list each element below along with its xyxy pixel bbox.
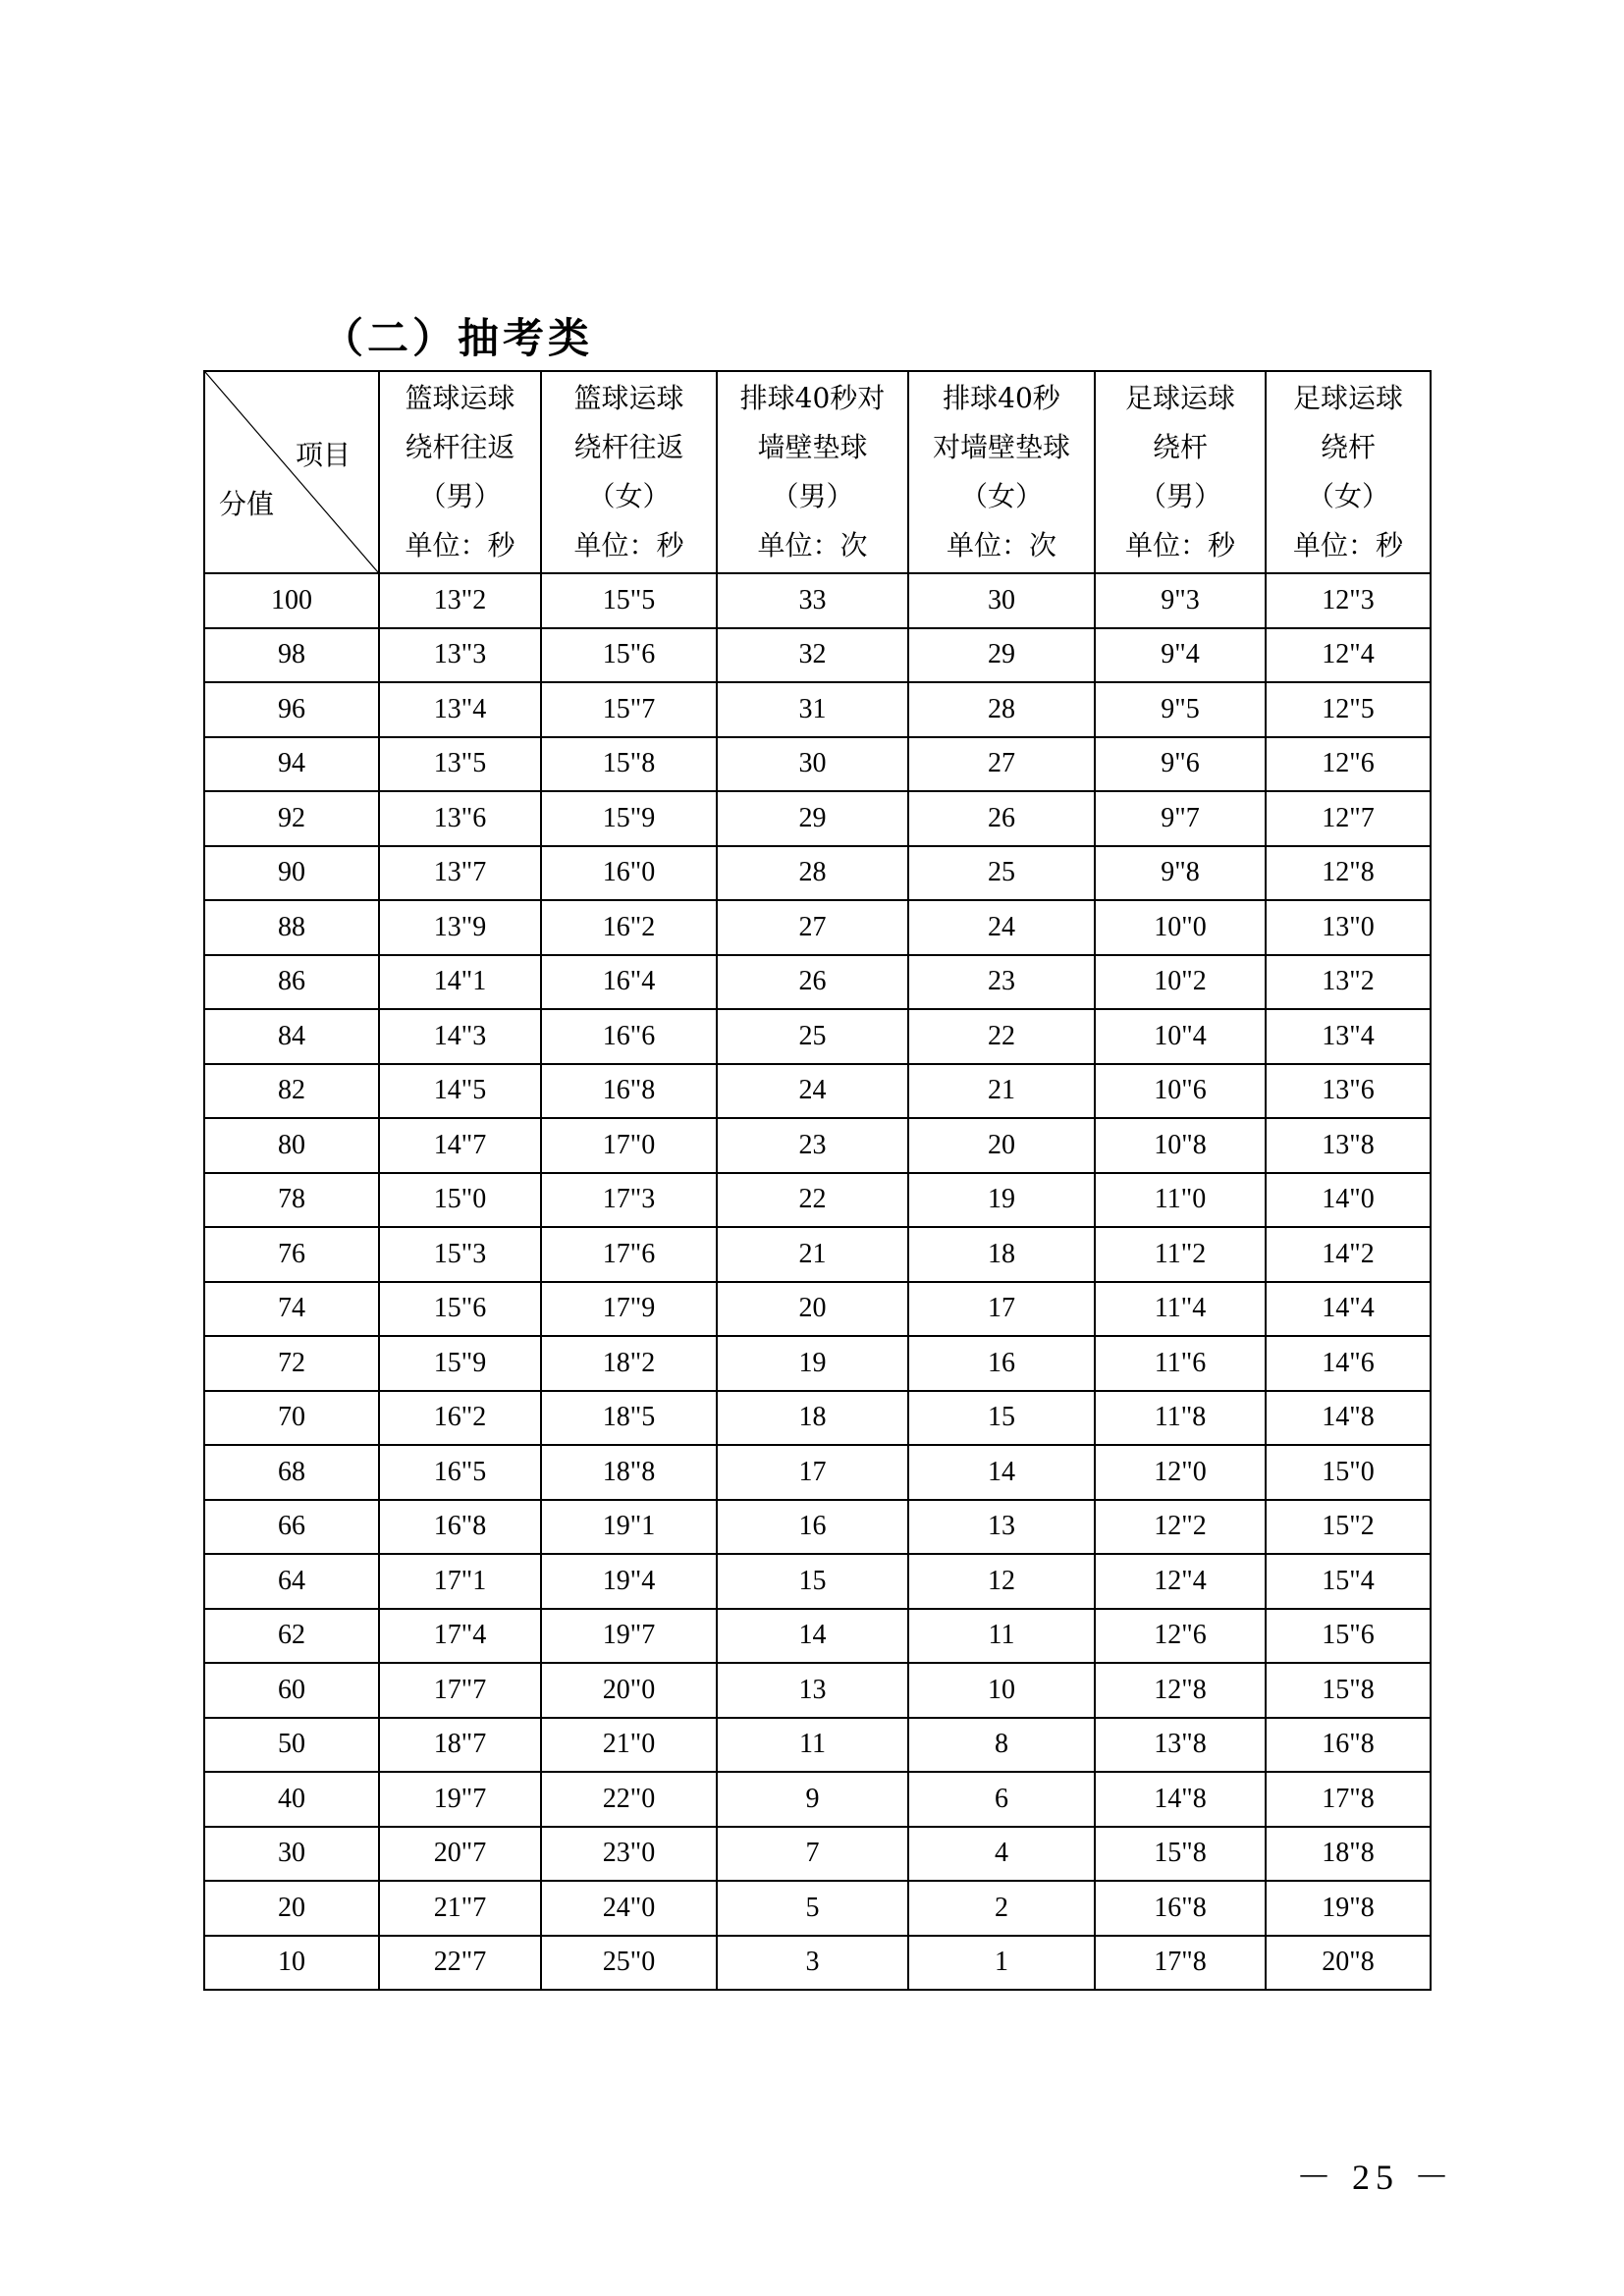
value-cell: 10 <box>908 1663 1095 1718</box>
value-cell: 14 <box>908 1445 1095 1500</box>
value-cell: 14"2 <box>1266 1227 1431 1282</box>
value-cell: 17"0 <box>541 1118 717 1173</box>
value-cell: 19"7 <box>379 1772 541 1827</box>
score-cell: 96 <box>204 682 379 737</box>
value-cell: 16 <box>717 1500 908 1555</box>
value-cell: 22"0 <box>541 1772 717 1827</box>
value-cell: 18"8 <box>1266 1827 1431 1882</box>
score-cell: 76 <box>204 1227 379 1282</box>
value-cell: 27 <box>717 900 908 955</box>
value-cell: 12"6 <box>1095 1609 1266 1664</box>
value-cell: 20"8 <box>1266 1936 1431 1991</box>
value-cell: 13"6 <box>1266 1064 1431 1119</box>
table-row <box>204 1173 1431 1228</box>
value-cell: 10"2 <box>1095 955 1266 1010</box>
score-cell: 60 <box>204 1663 379 1718</box>
value-cell: 11"4 <box>1095 1282 1266 1337</box>
score-cell: 50 <box>204 1718 379 1773</box>
value-cell: 16"8 <box>541 1064 717 1119</box>
value-cell: 17"7 <box>379 1663 541 1718</box>
value-cell: 2 <box>908 1881 1095 1936</box>
value-cell: 23 <box>908 955 1095 1010</box>
value-cell: 10"4 <box>1095 1009 1266 1064</box>
column-header-line: 墙壁垫球 <box>757 431 868 463</box>
value-cell: 28 <box>717 846 908 901</box>
value-cell: 17"3 <box>541 1173 717 1228</box>
value-cell: 15"6 <box>541 628 717 683</box>
value-cell: 15"9 <box>541 791 717 846</box>
table-row <box>204 737 1431 792</box>
value-cell: 13"9 <box>379 900 541 955</box>
column-header-line: 绕杆 <box>1152 431 1208 463</box>
value-cell: 15"8 <box>1266 1663 1431 1718</box>
value-cell: 33 <box>717 573 908 628</box>
column-header-line: 绕杆 <box>1320 431 1376 463</box>
value-cell: 17"9 <box>541 1282 717 1337</box>
value-cell: 11"0 <box>1095 1173 1266 1228</box>
value-cell: 11 <box>908 1609 1095 1664</box>
value-cell: 12"8 <box>1266 846 1431 901</box>
value-cell: 29 <box>717 791 908 846</box>
column-header-line: 单位：秒 <box>573 529 684 561</box>
value-cell: 15"8 <box>541 737 717 792</box>
value-cell: 18"7 <box>379 1718 541 1773</box>
value-cell: 12"4 <box>1266 628 1431 683</box>
value-cell: 17"8 <box>1095 1936 1266 1991</box>
score-cell: 84 <box>204 1009 379 1064</box>
table-row <box>204 1445 1431 1500</box>
value-cell: 14"6 <box>1266 1336 1431 1391</box>
value-cell: 21 <box>717 1227 908 1282</box>
value-cell: 10"0 <box>1095 900 1266 955</box>
value-cell: 13 <box>717 1663 908 1718</box>
value-cell: 14"0 <box>1266 1173 1431 1228</box>
value-cell: 16"6 <box>541 1009 717 1064</box>
table-row <box>204 628 1431 683</box>
diagonal-line <box>205 372 378 572</box>
score-cell: 92 <box>204 791 379 846</box>
column-header <box>541 371 717 573</box>
score-cell: 78 <box>204 1173 379 1228</box>
value-cell: 23 <box>717 1118 908 1173</box>
score-cell: 98 <box>204 628 379 683</box>
value-cell: 27 <box>908 737 1095 792</box>
value-cell: 17"1 <box>379 1554 541 1609</box>
value-cell: 17"4 <box>379 1609 541 1664</box>
value-cell: 19"4 <box>541 1554 717 1609</box>
column-header-line: 绕杆往返 <box>405 431 515 463</box>
column-header <box>908 371 1095 573</box>
value-cell: 8 <box>908 1718 1095 1773</box>
value-cell: 25 <box>908 846 1095 901</box>
value-cell: 9"4 <box>1095 628 1266 683</box>
value-cell: 20"0 <box>541 1663 717 1718</box>
value-cell: 26 <box>717 955 908 1010</box>
value-cell: 24 <box>717 1064 908 1119</box>
value-cell: 16"4 <box>541 955 717 1010</box>
value-cell: 11"6 <box>1095 1336 1266 1391</box>
value-cell: 25"0 <box>541 1936 717 1991</box>
value-cell: 20"7 <box>379 1827 541 1882</box>
table-row <box>204 1118 1431 1173</box>
column-header <box>1095 371 1266 573</box>
value-cell: 13"2 <box>379 573 541 628</box>
score-cell: 66 <box>204 1500 379 1555</box>
value-cell: 12"4 <box>1095 1554 1266 1609</box>
value-cell: 19"8 <box>1266 1881 1431 1936</box>
value-cell: 14"4 <box>1266 1282 1431 1337</box>
value-cell: 16"8 <box>379 1500 541 1555</box>
value-cell: 29 <box>908 628 1095 683</box>
column-header <box>717 371 908 573</box>
score-cell: 82 <box>204 1064 379 1119</box>
column-header-line: 对墙壁垫球 <box>932 431 1070 463</box>
value-cell: 15 <box>717 1554 908 1609</box>
value-cell: 17 <box>908 1282 1095 1337</box>
value-cell: 14"8 <box>1095 1772 1266 1827</box>
score-cell: 30 <box>204 1827 379 1882</box>
score-cell: 80 <box>204 1118 379 1173</box>
corner-label-item: 项目 <box>295 439 351 471</box>
value-cell: 12"5 <box>1266 682 1431 737</box>
table-row <box>204 1881 1431 1936</box>
value-cell: 11"8 <box>1095 1391 1266 1446</box>
table-row <box>204 1064 1431 1119</box>
column-header-line: 单位：次 <box>757 529 868 561</box>
value-cell: 6 <box>908 1772 1095 1827</box>
value-cell: 11 <box>717 1718 908 1773</box>
table-row <box>204 682 1431 737</box>
table-row <box>204 955 1431 1010</box>
value-cell: 12 <box>908 1554 1095 1609</box>
value-cell: 15 <box>908 1391 1095 1446</box>
value-cell: 12"0 <box>1095 1445 1266 1500</box>
value-cell: 12"2 <box>1095 1500 1266 1555</box>
value-cell: 15"7 <box>541 682 717 737</box>
score-cell: 94 <box>204 737 379 792</box>
column-header-line: （女） <box>1306 480 1389 512</box>
value-cell: 10"8 <box>1095 1118 1266 1173</box>
table-row <box>204 1282 1431 1337</box>
value-cell: 12"8 <box>1095 1663 1266 1718</box>
value-cell: 17"6 <box>541 1227 717 1282</box>
section-title: （二）抽考类 <box>322 314 594 362</box>
value-cell: 13"4 <box>1266 1009 1431 1064</box>
table-row <box>204 573 1431 628</box>
table-row <box>204 900 1431 955</box>
value-cell: 13"0 <box>1266 900 1431 955</box>
table-row <box>204 1772 1431 1827</box>
value-cell: 30 <box>908 573 1095 628</box>
column-header <box>1266 371 1431 573</box>
value-cell: 15"0 <box>379 1173 541 1228</box>
value-cell: 16"2 <box>541 900 717 955</box>
value-cell: 18"8 <box>541 1445 717 1500</box>
value-cell: 13"7 <box>379 846 541 901</box>
column-header <box>379 371 541 573</box>
table-row <box>204 1609 1431 1664</box>
value-cell: 7 <box>717 1827 908 1882</box>
page-number: － 25 － <box>1296 2158 1456 2197</box>
value-cell: 16"0 <box>541 846 717 901</box>
value-cell: 9"3 <box>1095 573 1266 628</box>
value-cell: 14"8 <box>1266 1391 1431 1446</box>
table-row <box>204 1227 1431 1282</box>
value-cell: 15"6 <box>1266 1609 1431 1664</box>
value-cell: 15"0 <box>1266 1445 1431 1500</box>
value-cell: 13"4 <box>379 682 541 737</box>
column-header-line: 单位：秒 <box>1292 529 1403 561</box>
column-header-line: 单位：秒 <box>1124 529 1235 561</box>
table-row <box>204 1336 1431 1391</box>
table-row <box>204 1554 1431 1609</box>
value-cell: 14"3 <box>379 1009 541 1064</box>
column-header-line: 排球40秒对 <box>739 382 886 414</box>
value-cell: 18"5 <box>541 1391 717 1446</box>
value-cell: 24"0 <box>541 1881 717 1936</box>
value-cell: 3 <box>717 1936 908 1991</box>
value-cell: 12"6 <box>1266 737 1431 792</box>
column-header-line: （男） <box>418 480 502 512</box>
value-cell: 23"0 <box>541 1827 717 1882</box>
score-cell: 90 <box>204 846 379 901</box>
table-row <box>204 1391 1431 1446</box>
value-cell: 11"2 <box>1095 1227 1266 1282</box>
score-cell: 86 <box>204 955 379 1010</box>
value-cell: 4 <box>908 1827 1095 1882</box>
value-cell: 1 <box>908 1936 1095 1991</box>
value-cell: 19 <box>908 1173 1095 1228</box>
value-cell: 9"7 <box>1095 791 1266 846</box>
value-cell: 14"7 <box>379 1118 541 1173</box>
value-cell: 12"3 <box>1266 573 1431 628</box>
value-cell: 13"8 <box>1266 1118 1431 1173</box>
corner-cell <box>204 371 379 573</box>
value-cell: 14"5 <box>379 1064 541 1119</box>
column-header-line: 单位：秒 <box>405 529 515 561</box>
value-cell: 15"3 <box>379 1227 541 1282</box>
score-cell: 10 <box>204 1936 379 1991</box>
value-cell: 32 <box>717 628 908 683</box>
column-header-line: 篮球运球 <box>405 382 515 414</box>
value-cell: 15"5 <box>541 573 717 628</box>
value-cell: 15"9 <box>379 1336 541 1391</box>
value-cell: 5 <box>717 1881 908 1936</box>
value-cell: 15"4 <box>1266 1554 1431 1609</box>
table-row <box>204 1663 1431 1718</box>
score-cell: 64 <box>204 1554 379 1609</box>
value-cell: 18 <box>908 1227 1095 1282</box>
score-table <box>203 370 1432 1991</box>
column-header-line: 篮球运球 <box>573 382 684 414</box>
score-cell: 88 <box>204 900 379 955</box>
value-cell: 16"8 <box>1266 1718 1431 1773</box>
column-header-line: 足球运球 <box>1292 382 1403 414</box>
score-cell: 74 <box>204 1282 379 1337</box>
value-cell: 26 <box>908 791 1095 846</box>
value-cell: 15"2 <box>1266 1500 1431 1555</box>
value-cell: 13"3 <box>379 628 541 683</box>
value-cell: 22 <box>717 1173 908 1228</box>
column-header-line: （男） <box>771 480 854 512</box>
value-cell: 21"0 <box>541 1718 717 1773</box>
score-cell: 20 <box>204 1881 379 1936</box>
value-cell: 15"6 <box>379 1282 541 1337</box>
value-cell: 12"7 <box>1266 791 1431 846</box>
value-cell: 13"2 <box>1266 955 1431 1010</box>
value-cell: 14"1 <box>379 955 541 1010</box>
column-header-line: （女） <box>959 480 1043 512</box>
column-header-line: （男） <box>1138 480 1221 512</box>
table-row <box>204 1718 1431 1773</box>
value-cell: 18 <box>717 1391 908 1446</box>
value-cell: 21"7 <box>379 1881 541 1936</box>
value-cell: 13"6 <box>379 791 541 846</box>
value-cell: 9"6 <box>1095 737 1266 792</box>
value-cell: 16 <box>908 1336 1095 1391</box>
value-cell: 18"2 <box>541 1336 717 1391</box>
value-cell: 20 <box>717 1282 908 1337</box>
column-header-line: 排球40秒 <box>943 382 1060 414</box>
value-cell: 19 <box>717 1336 908 1391</box>
table-row <box>204 1009 1431 1064</box>
table-row <box>204 1827 1431 1882</box>
value-cell: 13"5 <box>379 737 541 792</box>
column-header-line: （女） <box>587 480 671 512</box>
corner-label-score: 分值 <box>219 488 275 520</box>
value-cell: 9"8 <box>1095 846 1266 901</box>
score-cell: 68 <box>204 1445 379 1500</box>
score-cell: 62 <box>204 1609 379 1664</box>
column-header-line: 绕杆往返 <box>573 431 684 463</box>
table-row <box>204 846 1431 901</box>
table-row <box>204 791 1431 846</box>
value-cell: 16"2 <box>379 1391 541 1446</box>
value-cell: 28 <box>908 682 1095 737</box>
value-cell: 22 <box>908 1009 1095 1064</box>
score-cell: 100 <box>204 573 379 628</box>
value-cell: 21 <box>908 1064 1095 1119</box>
value-cell: 19"7 <box>541 1609 717 1664</box>
value-cell: 30 <box>717 737 908 792</box>
value-cell: 22"7 <box>379 1936 541 1991</box>
value-cell: 19"1 <box>541 1500 717 1555</box>
score-cell: 40 <box>204 1772 379 1827</box>
value-cell: 13"8 <box>1095 1718 1266 1773</box>
column-header-line: 单位：次 <box>946 529 1056 561</box>
value-cell: 10"6 <box>1095 1064 1266 1119</box>
value-cell: 17"8 <box>1266 1772 1431 1827</box>
value-cell: 13 <box>908 1500 1095 1555</box>
table-row <box>204 1936 1431 1991</box>
value-cell: 9 <box>717 1772 908 1827</box>
value-cell: 16"8 <box>1095 1881 1266 1936</box>
value-cell: 17 <box>717 1445 908 1500</box>
value-cell: 25 <box>717 1009 908 1064</box>
value-cell: 20 <box>908 1118 1095 1173</box>
value-cell: 15"8 <box>1095 1827 1266 1882</box>
column-header-line: 足球运球 <box>1124 382 1235 414</box>
table-row <box>204 1500 1431 1555</box>
value-cell: 31 <box>717 682 908 737</box>
score-cell: 70 <box>204 1391 379 1446</box>
value-cell: 9"5 <box>1095 682 1266 737</box>
value-cell: 16"5 <box>379 1445 541 1500</box>
header-row <box>204 371 1431 573</box>
value-cell: 14 <box>717 1609 908 1664</box>
value-cell: 24 <box>908 900 1095 955</box>
score-cell: 72 <box>204 1336 379 1391</box>
